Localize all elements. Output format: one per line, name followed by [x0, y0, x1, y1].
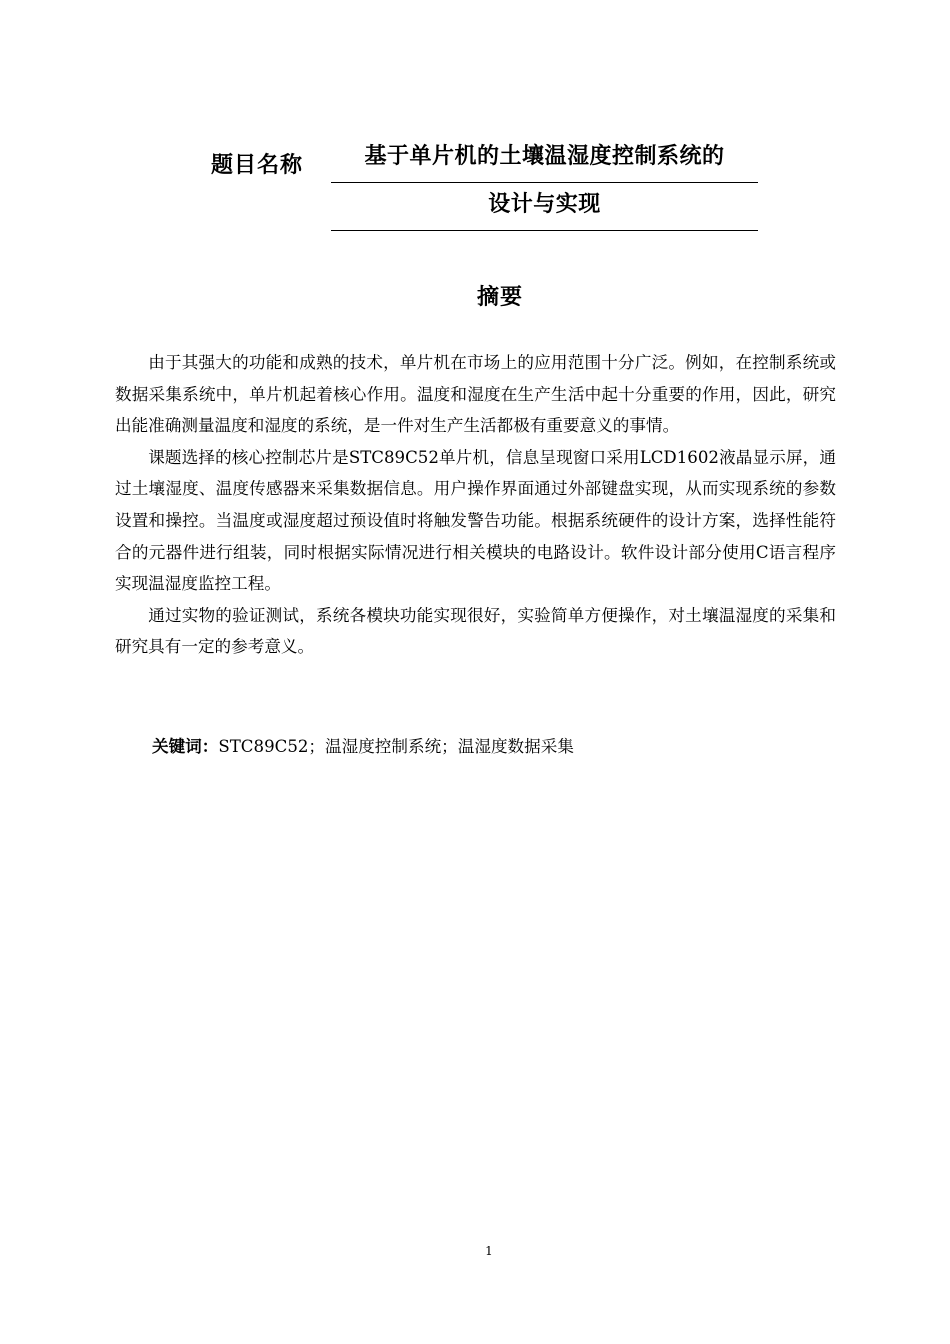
page-number: 1 — [485, 1244, 493, 1258]
keywords-text: STC89C52；温湿度控制系统；温湿度数据采集 — [218, 737, 574, 756]
title-line-1: 基于单片机的土壤温湿度控制系统的 — [331, 140, 758, 183]
abstract-paragraph-2: 课题选择的核心控制芯片是STC89C52单片机，信息呈现窗口采用LCD1602液晶显示屏，通过土壤湿度、温度传感器来采集数据信息。用户操作界面通过外部键盘实现，从而实现系统的参数设置和操控。当温度或湿度超过预设值时将触发警告功能。根据系统硬件的设计方案，选择性能符合的元器件进行组装，同时根据实际情况进行相关模块的电路设计。软件设计部分使用C语言程序实现温湿度监控工程。 — [115, 447, 836, 594]
abstract-paragraph-3: 通过实物的验证测试，系统各模块功能实现很好，实验简单方便操作，对土壤温湿度的采集和研究具有一定的参考意义。 — [115, 605, 836, 657]
keywords — [152, 731, 842, 763]
abstract-paragraph-1: 由于其强大的功能和成熟的技术，单片机在市场上的应用范围十分广泛。例如，在控制系统或数据采集系统中，单片机起着核心作用。温度和湿度在生产生活中起十分重要的作用，因此，研究出能准确测量温度和湿度的系统，是一件对生产生活都极有重要意义的事情。 — [115, 353, 836, 436]
abstract-body — [115, 347, 836, 663]
title-label: 题目名称 — [211, 153, 304, 178]
title-line-2: 设计与实现 — [331, 188, 758, 231]
abstract-heading: 摘要 — [476, 285, 523, 310]
keywords-label: 关键词： — [152, 737, 219, 756]
